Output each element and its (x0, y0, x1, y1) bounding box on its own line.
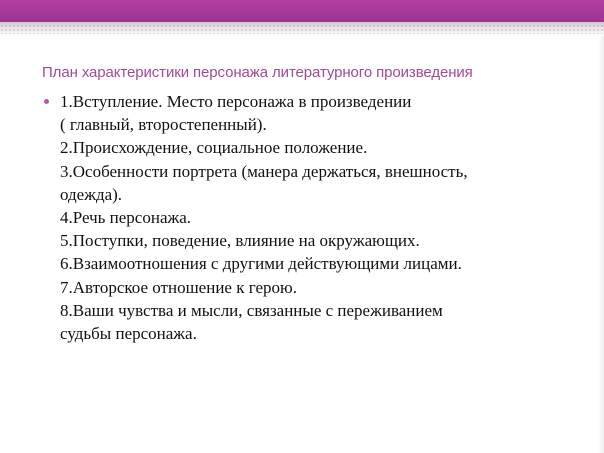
list-line: 7.Авторское отношение к герою. (60, 277, 297, 297)
list-line: 3.Особенности портрета (манера держаться, внешность, (60, 161, 468, 181)
band-dot-pattern (0, 24, 604, 34)
list-line: судьбы персонажа. (60, 324, 197, 344)
list-line: ( главный, второстепенный). (60, 115, 267, 135)
right-edge-strip (598, 36, 604, 453)
list-line: 1.Вступление. Место персонажа в произведении (60, 92, 412, 111)
bullet-icon (44, 99, 49, 104)
list-line: 4.Речь персонажа. (60, 208, 192, 228)
list-line: 8.Ваши чувства и мысли, связанные с переживанием (60, 300, 443, 320)
content-list (60, 90, 560, 345)
slide-title: План характеристики персонажа литературного произведения (42, 64, 473, 81)
list-line: 2.Происхождение, социальное положение. (60, 138, 368, 158)
list-line: 6.Взаимоотношения с другими действующими лицами. (60, 254, 462, 274)
list-line: одежда). (60, 184, 123, 204)
list-line: 5.Поступки, поведение, влияние на окружающих. (60, 231, 420, 251)
top-accent-band (0, 0, 604, 22)
